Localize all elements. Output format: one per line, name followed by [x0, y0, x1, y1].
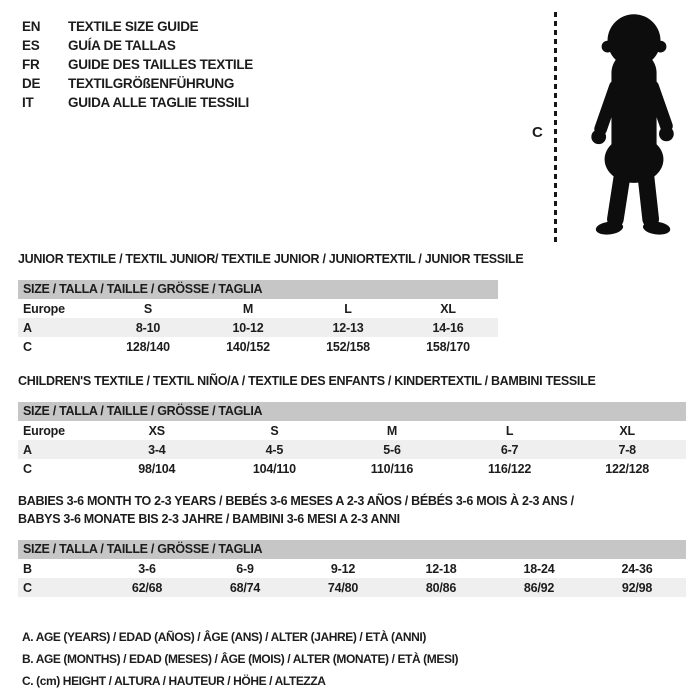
language-row: [22, 36, 253, 55]
table-row: [18, 337, 498, 356]
children-title: CHILDREN'S TEXTILE / TEXTIL NIÑO/A / TEXTILE DES ENFANTS / KINDERTEXTIL / BAMBINI TESSILE: [18, 374, 596, 388]
children-table: [18, 402, 686, 478]
table-cell: 14-16: [432, 320, 464, 335]
junior-table: [18, 280, 498, 356]
table-cell: 92/98: [621, 580, 653, 595]
babies-title-line1: BABIES 3-6 MONTH TO 2-3 YEARS / BEBÉS 3-6 MESES A 2-3 AÑOS / BÉBÉS 3-6 MOIS À 2-3 ANS /: [18, 494, 574, 508]
table-cell: 3-4: [148, 442, 166, 457]
table-cell: 10-12: [232, 320, 264, 335]
language-row: [22, 17, 253, 36]
table-cell: 7-8: [618, 442, 636, 457]
table-row: [18, 559, 686, 578]
babies-title-line2: BABYS 3-6 MONATE BIS 2-3 JAHRE / BAMBINI 3-6 MESI A 2-3 ANNI: [18, 512, 400, 526]
table-cell: 74/80: [327, 580, 359, 595]
babies-table: [18, 540, 686, 597]
language-title: TEXTILGRÖßENFÜHRUNG: [68, 76, 235, 91]
table-cell: 12-13: [332, 320, 364, 335]
table-cell: 80/86: [425, 580, 457, 595]
junior-title: JUNIOR TEXTILE / TEXTIL JUNIOR/ TEXTILE JUNIOR / JUNIORTEXTIL / JUNIOR TESSILE: [18, 252, 524, 266]
table-row: [18, 318, 498, 337]
table-cell: 152/158: [326, 339, 370, 354]
table-cell: XS: [148, 423, 165, 438]
table-cell: 24-36: [621, 561, 653, 576]
footnotes: [22, 626, 458, 692]
table-cell: 3-6: [138, 561, 156, 576]
language-code: IT: [22, 95, 34, 110]
language-title: GUIDE DES TAILLES TEXTILE: [68, 57, 254, 72]
table-cell: 122/128: [605, 461, 650, 476]
table-cell: 12-18: [425, 561, 457, 576]
table-row: [18, 440, 686, 459]
table-cell: 9-12: [330, 561, 356, 576]
junior-section: [18, 252, 524, 356]
table-row: [18, 421, 686, 440]
language-list: [22, 17, 253, 112]
language-row: [22, 55, 253, 74]
table-cell: 6-7: [500, 442, 519, 457]
size-header-bar: SIZE / TALLA / TAILLE / GRÖSSE / TAGLIA: [18, 540, 686, 559]
row-label: C: [23, 339, 32, 354]
row-label: Europe: [23, 423, 65, 438]
language-code: EN: [22, 19, 41, 34]
table-cell: 110/116: [370, 461, 414, 476]
babies-section: [18, 492, 686, 597]
table-cell: M: [242, 301, 254, 316]
height-dashed-line: [554, 12, 557, 246]
row-label: C: [23, 580, 32, 595]
language-title: GUÍA DE TALLAS: [68, 38, 176, 53]
table-cell: 5-6: [383, 442, 401, 457]
table-cell: 4-5: [265, 442, 284, 457]
row-label: B: [23, 561, 32, 576]
size-header-bar: SIZE / TALLA / TAILLE / GRÖSSE / TAGLIA: [18, 402, 686, 421]
footnote-line-a: A. AGE (YEARS) / EDAD (AÑOS) / ÂGE (ANS) / ALTER (JAHRE) / ETÀ (ANNI): [22, 630, 426, 644]
language-code: DE: [22, 76, 41, 91]
language-code: FR: [22, 57, 40, 72]
table-cell: S: [143, 301, 153, 316]
footnote-line-b: B. AGE (MONTHS) / EDAD (MESES) / ÂGE (MOIS) / ALTER (MONATE) / ETÀ (MESI): [22, 652, 459, 666]
children-section: [18, 374, 686, 478]
table-cell: 8-10: [135, 320, 161, 335]
table-cell: 68/74: [229, 580, 261, 595]
row-label: C: [23, 461, 32, 476]
language-row: [22, 74, 253, 93]
measurement-figure: [520, 8, 692, 253]
table-cell: 86/92: [523, 580, 555, 595]
language-title: GUIDA ALLE TAGLIE TESSILI: [68, 95, 249, 110]
table-cell: XL: [619, 423, 635, 438]
row-label: A: [23, 320, 32, 335]
footnote-line-c: C. (cm) HEIGHT / ALTURA / HAUTEUR / HÖHE / ALTEZZA: [22, 674, 326, 688]
table-cell: 18-24: [523, 561, 555, 576]
table-cell: M: [386, 423, 398, 438]
row-label: Europe: [23, 301, 65, 316]
table-cell: 128/140: [126, 339, 170, 354]
table-cell: 98/104: [138, 461, 176, 476]
toddler-silhouette-icon: [583, 8, 686, 248]
language-code: ES: [22, 38, 40, 53]
table-cell: 6-9: [236, 561, 254, 576]
table-cell: XL: [440, 301, 456, 316]
table-cell: 62/68: [131, 580, 163, 595]
table-row: [18, 459, 686, 478]
size-header-bar: SIZE / TALLA / TAILLE / GRÖSSE / TAGLIA: [18, 280, 498, 299]
table-cell: S: [270, 423, 279, 438]
height-measure-label: C: [532, 124, 543, 141]
language-title: TEXTILE SIZE GUIDE: [68, 19, 199, 34]
table-cell: 140/152: [226, 339, 270, 354]
table-cell: L: [505, 423, 514, 438]
table-cell: 104/110: [252, 461, 296, 476]
table-row: [18, 299, 498, 318]
table-row: [18, 578, 686, 597]
row-label: A: [23, 442, 32, 457]
table-cell: L: [344, 301, 352, 316]
language-row: [22, 93, 253, 112]
table-cell: 158/170: [426, 339, 470, 354]
table-cell: 116/122: [488, 461, 532, 476]
